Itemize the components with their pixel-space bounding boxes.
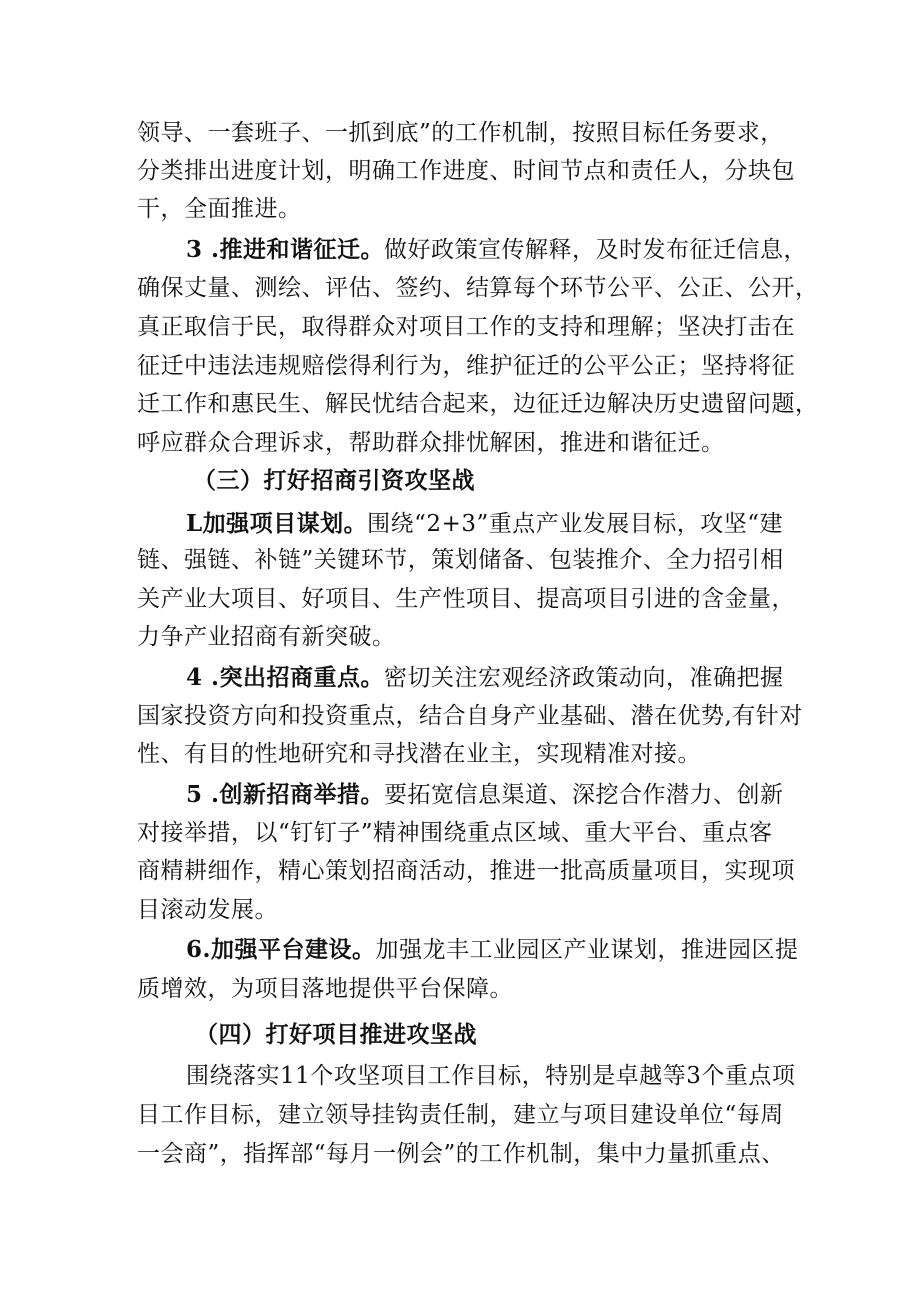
item-lead: 3 .推进和谐征迁。 xyxy=(186,236,385,263)
line-text: 呼应群众合理诉求，帮助群众排忧解困，推进和谐征迁。 xyxy=(137,430,725,456)
line-text: 确保丈量、测绘、评估、签约、结算每个环节公平、公正、公开， xyxy=(137,275,819,301)
line-text: 国家投资方向和投资重点，结合自身产业基础、潜在优势,有针对 xyxy=(137,703,803,729)
paragraph-line xyxy=(0,891,920,929)
paragraph-line xyxy=(0,1096,920,1134)
paragraph-line xyxy=(0,776,920,814)
paragraph-line xyxy=(0,541,920,579)
line-text: 真正取信于民，取得群众对项目工作的支持和理解；坚决打击在 xyxy=(137,314,795,340)
paragraph-line xyxy=(0,269,920,307)
heading-text: （三）打好招商引资攻坚战 xyxy=(193,467,475,494)
paragraph-line xyxy=(0,505,920,543)
paragraph-line xyxy=(0,1135,920,1173)
line-text: 迁工作和惠民生、解民忧结合起来，边征迁边解决历史遗留问题， xyxy=(137,391,819,417)
paragraph-line xyxy=(0,697,920,735)
paragraph-line xyxy=(0,618,920,656)
item-lead: L加强项目谋划。 xyxy=(186,510,368,537)
line-text: 对接举措，以“钉钉子”精神围绕重点区域、重大平台、重点客 xyxy=(137,820,773,846)
paragraph-line xyxy=(0,931,920,969)
paragraph-line xyxy=(0,580,920,618)
paragraph-line xyxy=(0,347,920,385)
paragraph-line xyxy=(0,659,920,697)
heading-text: （四）打好项目推进攻坚战 xyxy=(195,1021,477,1048)
paragraph-line xyxy=(0,190,920,228)
paragraph-line xyxy=(0,814,920,852)
line-text: 分类排出进度计划，明确工作进度、时间节点和责任人，分块包 xyxy=(137,158,795,184)
paragraph-line xyxy=(0,308,920,346)
section-heading xyxy=(0,1016,920,1054)
line-text: 商精耕细作，精心策划招商活动，推进一批高质量项目，实现项 xyxy=(137,858,795,884)
paragraph-line xyxy=(0,114,920,152)
line-text: 要拓宽信息渠道、深挖合作潜力、创新 xyxy=(384,782,784,808)
line-text: 关产业大项目、好项目、生产性项目、提高项目引进的含金量， xyxy=(137,586,795,612)
paragraph-line xyxy=(0,424,920,462)
item-lead: 6.加强平台建设。 xyxy=(186,936,376,963)
line-text: 围绕落实11个攻坚项目工作目标，特别是卓越等3个重点项 xyxy=(186,1063,796,1089)
line-text: 密切关注宏观经济政策动向，准确把握 xyxy=(384,665,784,691)
line-text: 性、有目的性地研究和寻找潜在业主，实现精准对接。 xyxy=(137,741,701,767)
line-text: 目滚动发展。 xyxy=(137,897,278,923)
line-text: 一会商”，指挥部“每月一例会”的工作机制，集中力量抓重点、 xyxy=(137,1141,785,1167)
line-text: 目工作目标，建立领导挂钩责任制，建立与项目建设单位“每周 xyxy=(137,1102,784,1128)
line-text: 征迁中违法违规赔偿得利行为，维护征迁的公平公正；坚持将征 xyxy=(137,353,795,379)
paragraph-line xyxy=(0,852,920,890)
line-text: 力争产业招商有新突破。 xyxy=(137,624,396,650)
paragraph-line xyxy=(0,152,920,190)
line-text: 加强龙丰工业园区产业谋划，推进园区提 xyxy=(375,937,799,963)
item-lead: 5 .创新招商举措。 xyxy=(186,781,385,808)
line-text: 围绕“2+3”重点产业发展目标，攻坚“建 xyxy=(367,511,783,537)
section-heading xyxy=(0,462,920,500)
paragraph-line xyxy=(0,231,920,269)
line-text: 链、强链、补链”关键环节，策划储备、包装推介、全力招引相 xyxy=(137,547,784,573)
line-text: 干，全面推进。 xyxy=(137,196,302,222)
paragraph-line xyxy=(0,970,920,1008)
item-lead: 4 .突出招商重点。 xyxy=(186,664,385,691)
line-text: 做好政策宣传解释，及时发布征迁信息， xyxy=(384,237,808,263)
line-text: 领导、一套班子、一抓到底”的工作机制，按照目标任务要求， xyxy=(137,120,784,146)
paragraph-line xyxy=(0,1057,920,1095)
line-text: 质增效，为项目落地提供平台保障。 xyxy=(137,976,513,1002)
paragraph-line xyxy=(0,735,920,773)
paragraph-line xyxy=(0,385,920,423)
